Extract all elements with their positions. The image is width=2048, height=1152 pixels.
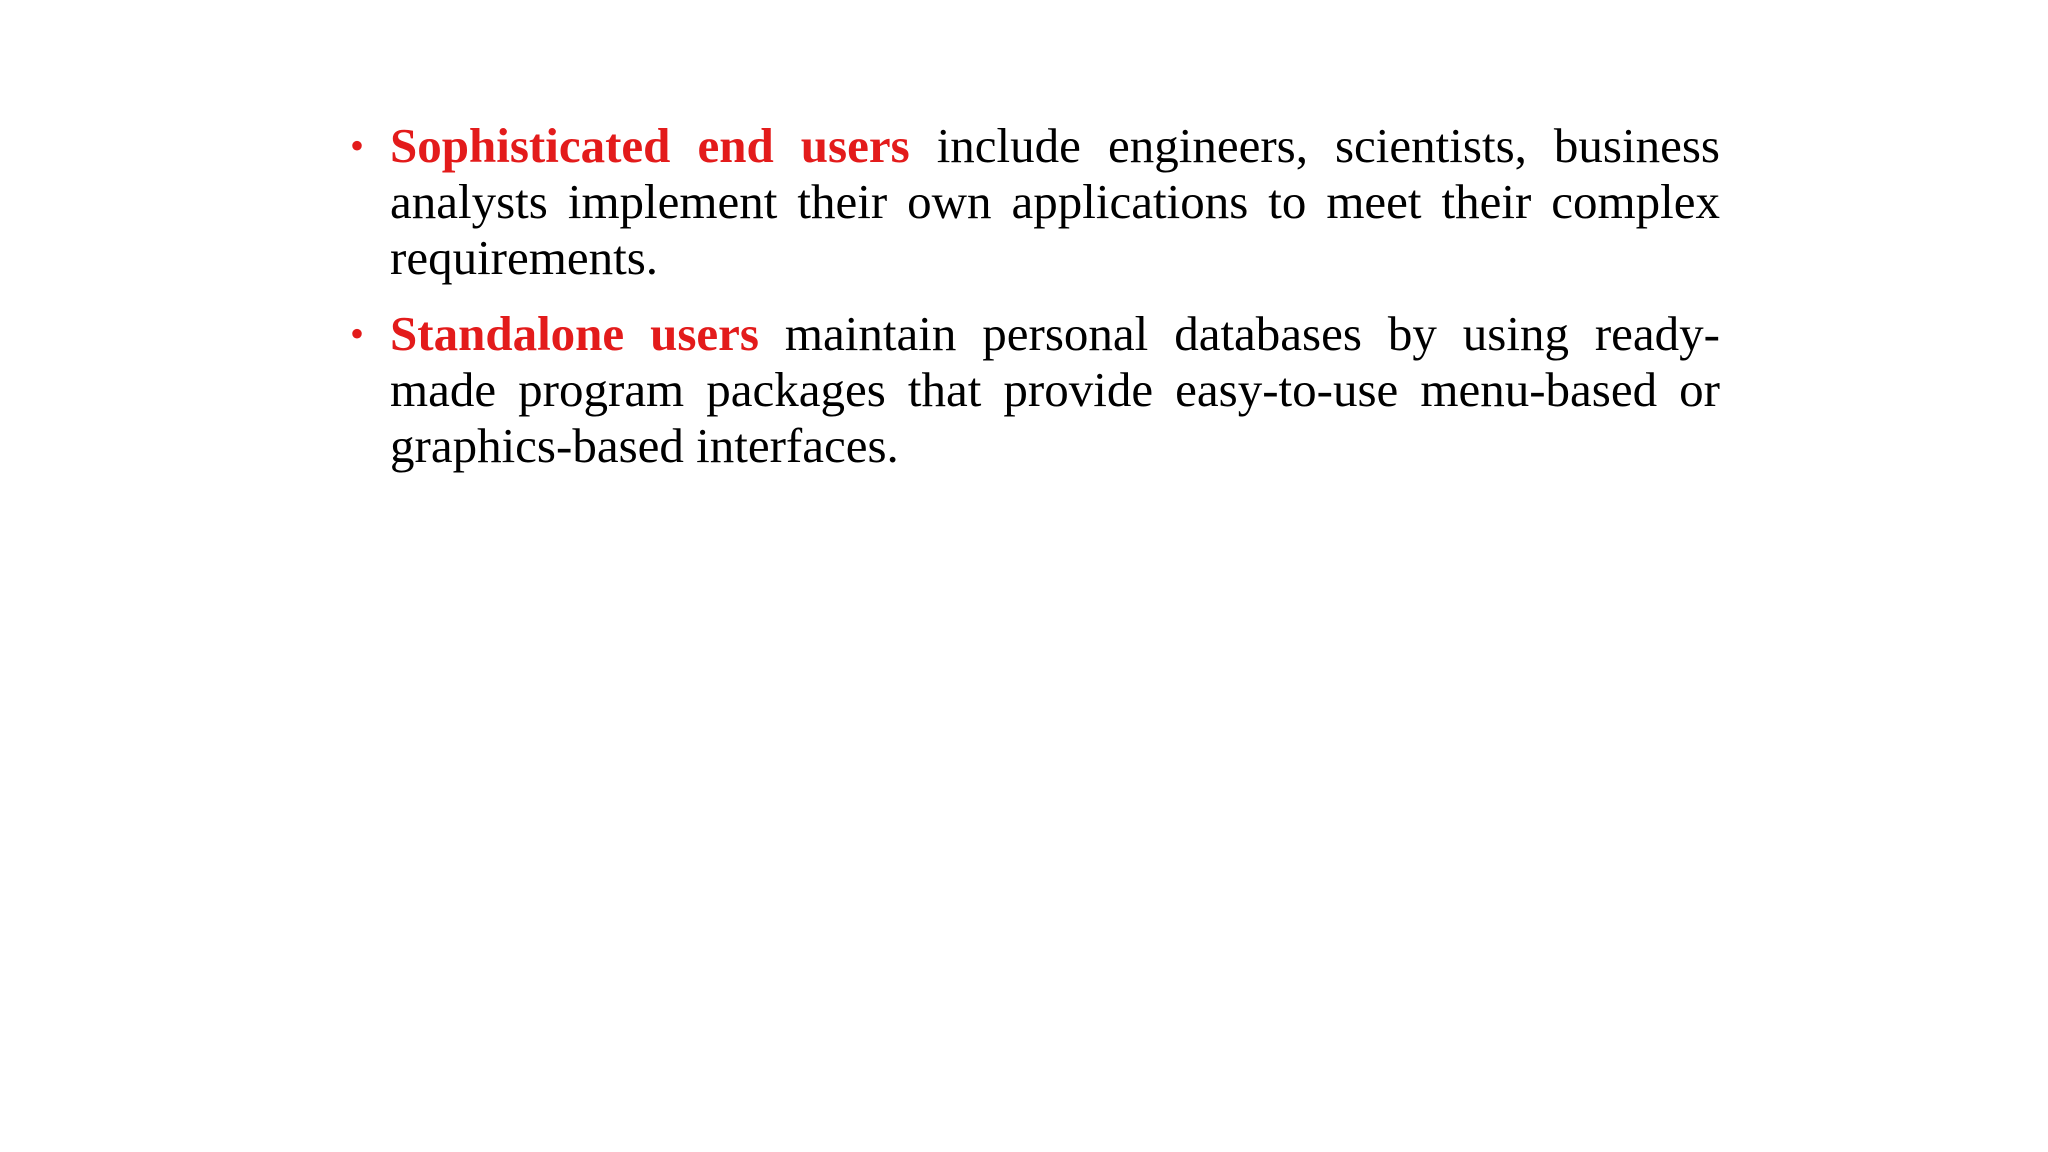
term-sophisticated-end-users: Sophisticated end users: [390, 118, 910, 173]
bullet-icon: •: [350, 311, 365, 356]
description-standalone-users: maintain personal databases by using ready-made program packages that provide easy-to-use menu-based or graphics-based interfaces.: [390, 306, 1721, 473]
bullet-icon: •: [350, 123, 365, 168]
description-sophisticated-end-users: include engineers, scientists, business analysts implement their own applications to meet their complex requirements.: [390, 118, 1720, 285]
bullet-item-standalone-users: [350, 306, 1720, 474]
bullet-item-sophisticated-end-users: [350, 118, 1720, 286]
bullet-list: [350, 118, 1720, 494]
term-standalone-users: Standalone users: [390, 306, 759, 361]
